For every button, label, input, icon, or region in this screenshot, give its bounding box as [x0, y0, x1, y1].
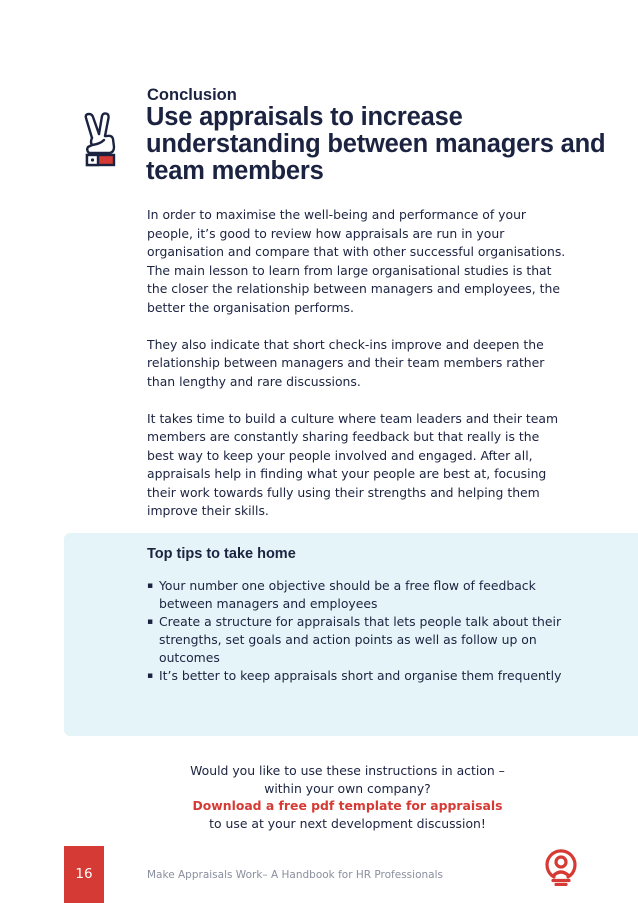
- body-paragraph: It takes time to build a culture where team leaders and their team members are constantly sharing feedback but that really is the best way to keep your people involved and engaged. After all, appraisals help in finding what your people are best at, focusing their work towards fully using their strengths and helping them improve their skills.: [147, 410, 559, 518]
- tips-list: [147, 577, 567, 685]
- tip-item: ▪ It’s better to keep appraisals short and organise them frequently: [147, 667, 567, 685]
- page-number: 16: [64, 846, 104, 903]
- body-paragraph: They also indicate that short check-ins improve and deepen the relationship between managers and their team members rather than lengthy and rare discussions.: [147, 336, 545, 389]
- cta-line: to use at your next development discussion!: [209, 815, 486, 831]
- body-text: [147, 206, 567, 539]
- body-paragraph: In order to maximise the well-being and performance of your people, it’s good to review how appraisals are run in your organisation and compare that with other successful organisations. The main lesson to learn from large organisational studies is that the closer the relationship between managers and employees, the better the organisation performs.: [147, 207, 566, 315]
- section-label: Conclusion: [147, 86, 237, 104]
- cta-line: within your own company?: [264, 780, 431, 796]
- tip-item: ▪ Create a structure for appraisals that lets people talk about their strengths, set goals and action points as well as follow up on outcomes: [147, 613, 567, 667]
- tips-title: Top tips to take home: [147, 546, 296, 562]
- footer-title: Make Appraisals Work– A Handbook for HR Professionals: [147, 869, 443, 881]
- person-pin-logo-icon: [542, 846, 580, 886]
- page-headline: Use appraisals to increase understanding between managers and team members: [146, 103, 606, 185]
- call-to-action: [150, 762, 545, 832]
- download-template-link[interactable]: Download a free pdf template for appraisals: [192, 798, 503, 813]
- tip-item: ▪ Your number one objective should be a free flow of feedback between managers and employees: [147, 577, 567, 613]
- cta-line: Would you like to use these instructions in action –: [190, 763, 505, 778]
- peace-hand-icon: [80, 112, 120, 168]
